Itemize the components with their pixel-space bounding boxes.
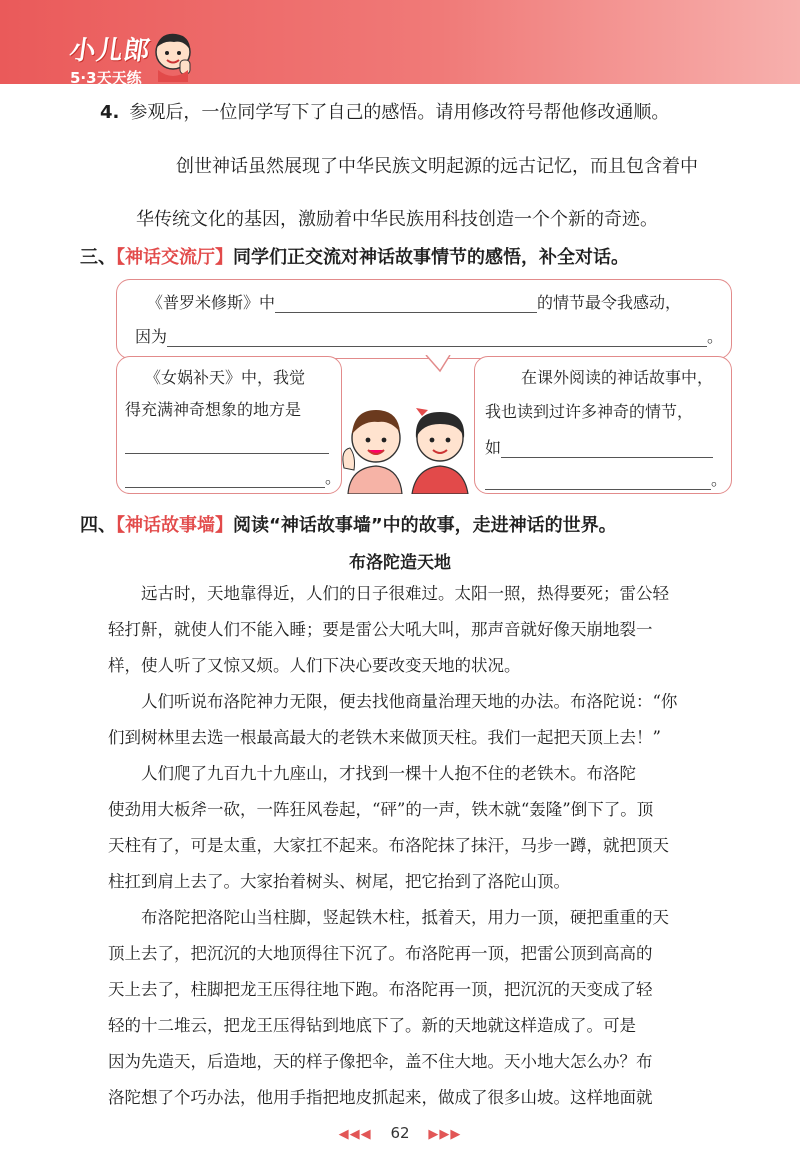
answer-blank-6[interactable]: [485, 471, 711, 490]
section-instruction: 同学们正交流对神话故事情节的感悟，补全对话。: [233, 247, 629, 268]
story-line: 布洛陀把洛陀山当柱脚，竖起铁木柱，抵着天，用力一顶，硬把重重的天: [108, 908, 669, 927]
question-4: [100, 98, 669, 124]
story-paragraph-4: [108, 900, 736, 1116]
question-number: 4.: [100, 102, 120, 123]
bubble-top-text-2: 的情节最令我感动，: [537, 293, 682, 312]
story-line: 轻的十二堆云，把龙王压得钻到地底下了。新的天地就这样造成了。可是: [108, 1016, 636, 1035]
answer-blank-3[interactable]: [125, 435, 329, 454]
story-line: 们到树林里去选一根最高最大的老铁木来做顶天柱。我们一起把天顶上去！”: [108, 728, 661, 747]
story-line: 洛陀想了个巧办法，他用手指把地皮抓起来，做成了很多山坡。这样地面就: [108, 1088, 653, 1107]
story-title: 布洛陀造天地: [349, 553, 451, 573]
bubble-left-line-1: 《女娲补天》中，我觉: [145, 368, 306, 387]
story-paragraph-2: [108, 684, 736, 756]
section-number: 四、: [80, 515, 116, 536]
next-arrows-icon: ▶▶▶: [428, 1127, 462, 1142]
bubble-right-line-2: 我也读到过许多神奇的情节，: [485, 402, 694, 421]
answer-blank-5[interactable]: [501, 439, 713, 458]
answer-blank-1[interactable]: [275, 294, 537, 313]
brand-logo: [67, 30, 153, 88]
bubble-top-text: 《普罗米修斯》中: [147, 293, 276, 312]
story-line: 柱扛到肩上去了。大家抬着树头、树尾，把它抬到了洛陀山顶。: [108, 872, 570, 891]
page-number: 62: [390, 1124, 410, 1142]
prev-arrows-icon: ◀◀◀: [338, 1127, 372, 1142]
q4-text-line-2: 华传统文化的基因，激励着中华民族用科技创造一个个新的奇迹。: [136, 209, 658, 230]
bubble-right-period: 。: [711, 470, 728, 489]
story-line: 轻打鼾，就使人们不能入睡；要是雷公大吼大叫，那声音就好像天崩地裂一: [108, 620, 653, 639]
section-instruction: 阅读“神话故事墙”中的故事，走进神话的世界。: [233, 515, 617, 536]
story-line: 远古时，天地靠得近，人们的日子很难过。太阳一照，热得要死；雷公轻: [108, 584, 669, 603]
mascot-boy-icon: [150, 30, 196, 82]
bubble-left-line-2: 得充满神奇想象的地方是: [125, 400, 302, 419]
answer-blank-2[interactable]: [167, 328, 707, 347]
children-illustration: [340, 398, 474, 494]
speech-bubble-right: [474, 356, 732, 494]
section-number: 三、: [80, 247, 116, 268]
story-line: 人们爬了九百九十九座山，才找到一棵十人抱不住的老铁木。布洛陀: [108, 764, 636, 783]
story-line: 天柱有了，可是太重，大家扛不起来。布洛陀抹了抹汗，马步一蹲，就把顶天: [108, 836, 669, 855]
story-line: 天上去了，柱脚把龙王压得往地下跑。布洛陀再一顶，把沉沉的天变成了轻: [108, 980, 653, 999]
page-footer: [0, 1124, 800, 1142]
bubble-right-line-1: 在课外阅读的神话故事中，: [521, 368, 714, 387]
section-3-title: [80, 243, 629, 269]
q4-text-line-1: 创世神话虽然展现了中华民族文明起源的远古记忆，而且包含着中: [176, 156, 698, 177]
bubble-top-period: 。: [707, 327, 724, 346]
speech-bubble-top: [116, 279, 732, 359]
bubble-top-line2-text: 因为: [135, 327, 168, 346]
speech-bubble-left: [116, 356, 342, 494]
story-line: 因为先造天，后造地，天的样子像把伞，盖不住大地。天小地大怎么办？布: [108, 1052, 653, 1071]
story-paragraph-3: [108, 756, 736, 900]
bubble-left-period: 。: [325, 468, 342, 487]
brand-subtitle: 5·3天天练: [70, 69, 142, 87]
bubble-right-line-3: 如: [485, 438, 502, 457]
section-tag: 【神话交流厅】: [116, 247, 233, 268]
story-paragraph-1: [108, 576, 736, 684]
story-line: 人们听说布洛陀神力无限，便去找他商量治理天地的办法。布洛陀说：“你: [108, 692, 678, 711]
story-line: 顶上去了，把沉沉的大地顶得往下沉了。布洛陀再一顶，把雷公顶到高高的: [108, 944, 653, 963]
question-prompt: 参观后，一位同学写下了自己的感悟。请用修改符号帮他修改通顺。: [129, 102, 670, 123]
answer-blank-4[interactable]: [125, 469, 325, 488]
section-4-title: [80, 511, 617, 537]
story-line: 样，使人听了又惊又烦。人们下决心要改变天地的状况。: [108, 656, 521, 675]
bubble-tail: [424, 355, 454, 373]
story-line: 使劲用大板斧一砍，一阵狂风卷起，“砰”的一声，铁木就“轰隆”倒下了。顶: [108, 800, 654, 819]
section-tag: 【神话故事墙】: [116, 515, 233, 536]
brand-name: 小儿郎: [67, 36, 153, 66]
